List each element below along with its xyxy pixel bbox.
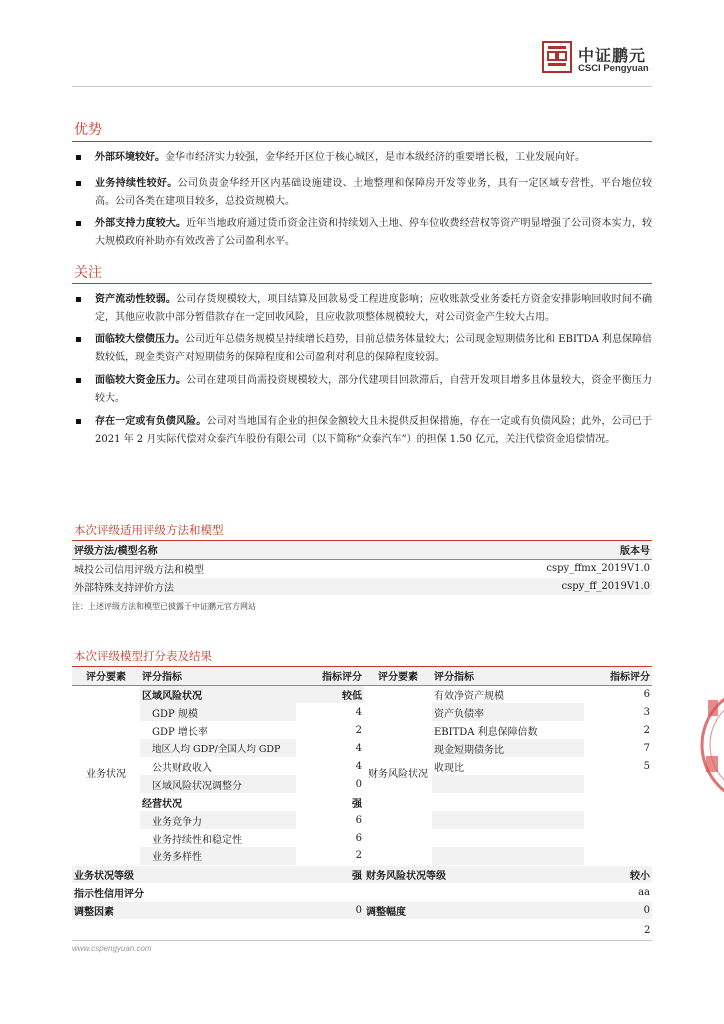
concern-text: 公司对当地国有企业的担保金额较大且未提供反担保措施，存在一定或有负债风险；此外，公司已于 2021 年 2 月实际代偿对众泰汽车股份有限公司（以下简称“众泰汽车”）的担保 1.50 亿元，关注代偿资金追偿情况。 (95, 416, 653, 445)
advantage-lead: 外部支持力度较大。 (95, 218, 187, 229)
operation-item-score: 6 (355, 832, 362, 844)
advantage-lead: 业务持续性较好。 (95, 178, 178, 189)
advantage-item (76, 215, 652, 251)
indicative-label: 指示性信用评分 (72, 883, 584, 901)
empty-cell (432, 847, 584, 865)
concern-item (76, 331, 652, 367)
score-header: 评分指标 (432, 667, 584, 685)
concern-text: 公司近年总债务规模呈持续增长趋势，目前总债务体量较大；公司现金短期债务比和 EBITDA 利息保障倍数较低，现金类资产对短期债务的保障程度和公司盈利对利息的保障程度较弱。 (95, 334, 652, 363)
adjust-factor-score: 0 (296, 901, 364, 919)
concern-lead: 资产流动性较弱。 (95, 294, 177, 305)
regional-item-label: 区域风险状况调整分 (140, 775, 296, 793)
empty-cell (584, 775, 652, 793)
bullet-icon (76, 155, 81, 160)
footer-divider (72, 940, 652, 941)
business-group-label: 业务状况 (86, 769, 126, 780)
business-level-label: 业务状况等级 (72, 865, 296, 883)
method-col-version: 版本号 (394, 541, 652, 559)
page-number: 2 (644, 925, 651, 936)
regional-item-label: GDP 增长率 (152, 726, 208, 738)
concern-item (76, 291, 652, 327)
empty-cell (584, 847, 652, 865)
empty-cell (584, 793, 652, 811)
regional-item-label: 地区人均 GDP/全国人均 GDP (140, 739, 296, 757)
regional-item-score: 4 (355, 742, 362, 754)
method-col-name: 评级方法/模型名称 (72, 541, 394, 559)
operation-item-score: 6 (355, 814, 362, 826)
financial-level-score: 较小 (584, 865, 652, 883)
score-header: 评分要素 (364, 667, 432, 685)
operation-item-label: 业务竞争力 (140, 811, 296, 829)
financial-item-label: 现金短期债务比 (432, 739, 584, 757)
footer-url: www.cspengyuan.com (72, 944, 152, 953)
advantage-lead: 外部环境较好。 (95, 152, 165, 163)
advantage-item (76, 149, 652, 167)
financial-item-score: 7 (643, 742, 650, 754)
concern-lead: 存在一定或有负债风险。 (95, 416, 207, 427)
method-table-title: 本次评级适用评级方法和模型 (74, 523, 224, 537)
empty-cell (432, 811, 584, 829)
advantage-item (76, 175, 652, 211)
advantage-text: 金华市经济实力较强，金华经开区位于核心城区，是市本级经济的重要增长极，工业发展向好。 (165, 152, 585, 163)
operation-label: 经营状况 (142, 798, 182, 810)
bullet-icon (76, 378, 81, 383)
regional-item-score: 2 (355, 724, 362, 736)
business-level-score: 强 (296, 865, 364, 883)
concern-item (76, 413, 652, 449)
financial-item-label: 资产负债率 (432, 703, 584, 721)
regional-item-score: 4 (355, 706, 362, 718)
advantages-divider (72, 141, 652, 142)
concern-lead: 面临较大偿债压力。 (95, 334, 186, 345)
header-divider (72, 86, 652, 87)
empty-cell (584, 811, 652, 829)
financial-item-label: EBITDA 利息保障倍数 (434, 726, 538, 738)
financial-item-score: 5 (643, 760, 650, 772)
empty-cell (432, 793, 584, 811)
financial-item-label: 收现比 (434, 762, 464, 774)
advantage-text: 公司负责金华经开区内基础设施建设、土地整理和保障房开发等业务，具有一定区域专营性，平台地位较高。公司各类在建项目较多，总投资规模大。 (95, 178, 653, 207)
concerns-divider (72, 283, 652, 284)
concern-lead: 面临较大资金压力。 (95, 375, 187, 386)
financial-group-label: 财务风险状况 (368, 769, 428, 780)
empty-cell (432, 829, 584, 847)
regional-risk-score: 较低 (296, 685, 364, 703)
empty-cell (584, 829, 652, 847)
page-header (0, 0, 724, 100)
financial-item-score: 2 (643, 724, 650, 736)
brand-logo-icon (542, 41, 572, 73)
operation-score: 强 (352, 798, 362, 810)
advantage-text: 近年当地政府通过货币资金注资和持续划入土地、停车位收费经营权等资产明显增强了公司资本实力，较大规模政府补助亦有效改善了公司盈利水平。 (95, 218, 653, 247)
method-name: 城投公司信用评级方法和模型 (72, 559, 394, 577)
brand-name-en: CSCI Pengyuan (578, 63, 649, 74)
method-table-note: 注：上述评级方法和模型已披露于中证鹏元官方网站 (72, 602, 256, 611)
method-name: 外部特殊支持评价方法 (72, 577, 394, 595)
bullet-icon (76, 181, 81, 186)
financial-item-score: 6 (643, 688, 650, 700)
operation-item-label: 业务多样性 (140, 847, 296, 865)
bullet-icon (76, 337, 81, 342)
score-table-title: 本次评级模型打分表及结果 (74, 649, 212, 663)
score-header: 评分要素 (72, 667, 140, 685)
concerns-title: 关注 (74, 265, 102, 281)
regional-item-label: 公共财政收入 (152, 762, 212, 774)
adjust-range-score: 0 (584, 901, 652, 919)
seal-stamp-icon (700, 680, 724, 810)
bullet-icon (76, 419, 81, 424)
adjust-range-label: 调整幅度 (364, 901, 584, 919)
bullet-icon (76, 297, 81, 302)
indicative-score: aa (584, 883, 652, 901)
method-version: cspy_ffmx_2019V1.0 (394, 559, 652, 577)
regional-risk-label: 区域风险状况 (140, 685, 296, 703)
empty-cell (432, 775, 584, 793)
operation-item-label: 业务持续性和稳定性 (152, 834, 242, 846)
regional-item-label: GDP 规模 (140, 703, 296, 721)
score-header: 评分指标 (140, 667, 296, 685)
operation-item-score: 2 (355, 850, 362, 862)
method-version: cspy_ff_2019V1.0 (394, 577, 652, 595)
brand-name-cn: 中证鹏元 (578, 46, 647, 65)
concern-text: 公司在建项目尚需投资规模较大，部分代建项目回款滞后，自营开发项目增多且体量较大，资金平衡压力较大。 (95, 375, 653, 404)
score-header: 指标评分 (584, 667, 652, 685)
score-table (72, 667, 652, 919)
concern-item (76, 372, 652, 408)
regional-item-score: 4 (355, 760, 362, 772)
financial-level-label: 财务风险状况等级 (364, 865, 584, 883)
financial-item-score: 3 (643, 706, 650, 718)
method-table (72, 541, 652, 596)
bullet-icon (76, 221, 81, 226)
score-header: 指标评分 (296, 667, 364, 685)
advantages-title: 优势 (74, 122, 102, 138)
regional-item-score: 0 (355, 778, 362, 790)
adjust-factor-label: 调整因素 (72, 901, 296, 919)
financial-item-label: 有效净资产规模 (434, 690, 504, 702)
concern-text: 公司存货规模较大，项目结算及回款易受工程进度影响；应收账款受业务委托方资金安排影响回收时间不确定，其他应收款中部分暂借款存在一定回收风险，且应收款项整体规模较大，对公司资金产生较大占用。 (95, 294, 653, 323)
